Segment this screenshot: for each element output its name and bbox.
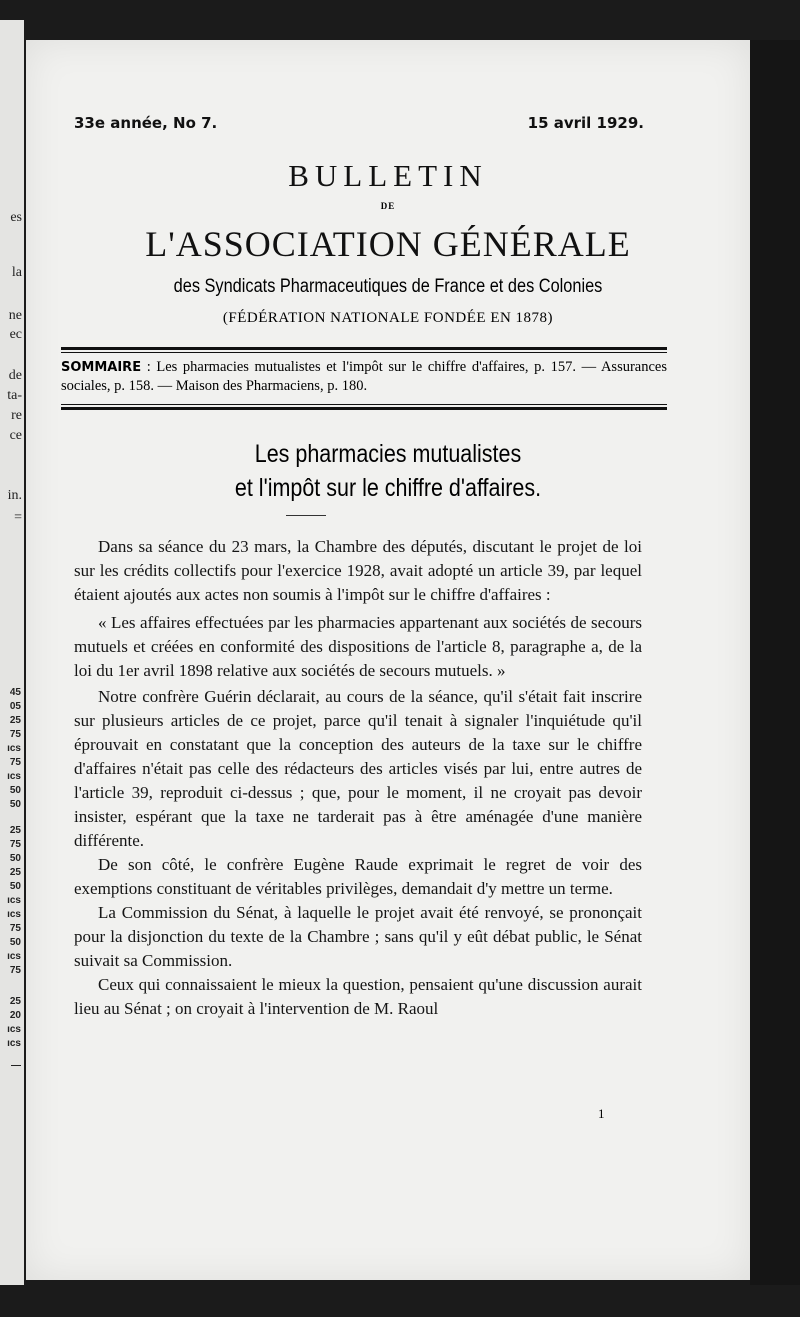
title-rule [286,515,326,516]
left-page-fragment: ec [9,327,22,342]
left-page-number: 75 [9,729,21,740]
article-title-line: Les pharmacies mutualistes [254,440,522,468]
sommaire-text: : Les pharmacies mutualistes et l'impôt sur le chiffre d'affaires, p. 157. — Assurances sociales, p. 158. — Maison des Pharmaciens, p. 180. [61,359,667,394]
scan-background [750,40,800,1285]
association-title: L'ASSOCIATION GÉNÉRALE [145,224,631,264]
left-page-number: 25 [9,867,21,878]
article-title [77,437,700,505]
paragraph: La Commission du Sénat, à laquelle le projet avait été renvoyé, se prononçait pour la disjonction du texte de la Chambre ; sans qu'il y eût débat public, le Sénat suivait sa Commission. [74,903,642,970]
divider-bottom [61,407,667,410]
left-page-fragment: = [14,510,22,525]
left-page-number: 75 [9,965,21,976]
paragraph: Dans sa séance du 23 mars, la Chambre des députés, discutant le projet de loi sur les crédits collectifs pour l'exercice 1928, avait adopté un article 39, par lequel étaient ajoutés aux actes non soumis à l'impôt sur le chiffre d'affaires : [74,537,642,604]
divider-top-thin [61,352,667,353]
left-page-fragment: ce [9,428,22,443]
left-page-number: 75 [9,757,21,768]
issue-header [74,114,644,132]
left-page-fragment: la [11,265,22,280]
left-page-number: ıcs [7,743,21,754]
paragraph: « Les affaires effectuées par les pharmacies appartenant aux sociétés de secours mutuels et créées en conformité des dispositions de l'article 8, paragraphe a, de la loi du 1er avril 1898 relative aux sociétés de secours mutuels. » [74,613,642,680]
divider-top [61,347,667,350]
bulletin-title: BULLETIN [288,158,488,193]
left-page-number: 25 [9,996,21,1007]
left-page-number: 05 [9,701,21,712]
left-page-number: 25 [9,715,21,726]
bulletin-page [26,40,750,1280]
sommaire [61,358,667,395]
syndicats-subtitle: des Syndicats Pharmaceutiques de France et des Colonies [173,276,603,297]
left-page-number: ıcs [7,1024,21,1035]
left-page-fragment: de [8,368,22,383]
issue-date: 15 avril 1929. [527,114,644,132]
left-page-edge [0,20,24,1285]
issue-number: 33e année, No 7. [74,114,218,132]
left-page-number: 75 [9,839,21,850]
left-page-number: — [11,1060,21,1071]
left-page-number: ıcs [7,895,21,906]
left-page-number: ıcs [7,771,21,782]
left-page-number: ıcs [7,909,21,920]
left-page-fragment: in. [7,488,22,503]
article-title-line: et l'impôt sur le chiffre d'affaires. [234,474,542,502]
left-page-number: 50 [9,937,21,948]
paragraph: Ceux qui connaissaient le mieux la question, pensaient qu'une discussion aurait lieu au Sénat ; on croyait à l'intervention de M. Raoul [74,975,642,1018]
sommaire-label: SOMMAIRE [61,360,142,375]
left-page-number: 45 [9,687,21,698]
left-page-number: 50 [9,785,21,796]
paragraph: Notre confrère Guérin déclarait, au cours de la séance, qu'il s'était fait inscrire sur plusieurs articles de ce projet, parce qu'il tenait à signaler l'inquiétude qu'il éprouvait en constatant que la conception des auteurs de la taxe sur le chiffre d'affaires n'était pas celle des rédacteurs des articles visés par lui, entre autres de l'article 39, reproduit ci-dessus ; que, pour le moment, il ne croyait pas devoir insister, espérant que la taxe ne tarderait pas à être aménagée d'une manière différente. [74,687,642,850]
left-page-number: ıcs [7,951,21,962]
paragraph: De son côté, le confrère Eugène Raude exprimait le regret de voir des exemptions constituant de véritables privilèges, demandait d'y mettre un terme. [74,855,642,898]
left-page-number: 50 [9,799,21,810]
page-number: 1 [598,1106,605,1121]
left-page-number: 25 [9,825,21,836]
masthead-de: DE [380,201,396,211]
left-page-fragment: ne [8,308,22,323]
left-page-number: 50 [9,853,21,864]
divider-bottom-thin [61,404,667,405]
left-page-number: 20 [9,1010,21,1021]
left-page-fragment: es [10,210,22,225]
article-body [74,535,642,1021]
federation-line: (FÉDÉRATION NATIONALE FONDÉE EN 1878) [222,310,554,326]
left-page-number: ıcs [7,1038,21,1049]
left-page-number: 75 [9,923,21,934]
left-page-fragment: re [11,408,22,423]
left-page-number: 50 [9,881,21,892]
left-page-fragment: ta- [7,388,22,403]
